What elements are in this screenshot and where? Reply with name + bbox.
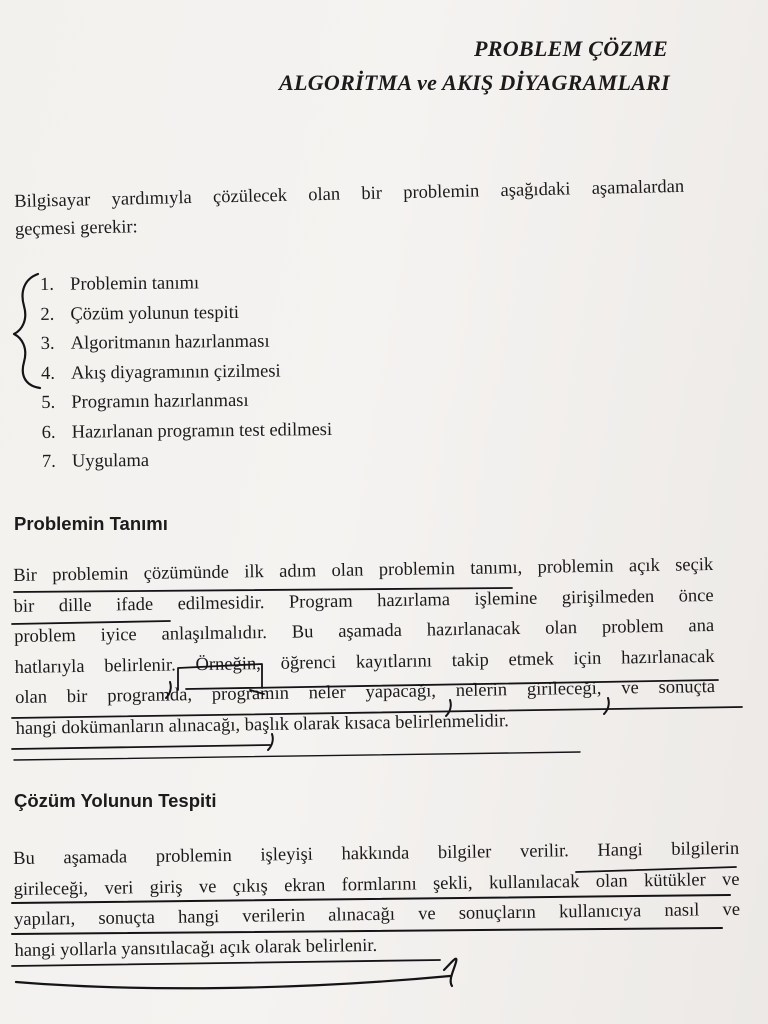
step-item [42, 419, 333, 452]
step-item [40, 272, 331, 305]
underline-mark [14, 752, 580, 760]
step-text: Çözüm yolunun tespiti [70, 302, 240, 325]
problem-definition-paragraph [13, 550, 716, 744]
step-number: 5. [41, 392, 56, 413]
intro-line: geçmesi gerekir: [14, 217, 138, 240]
step-number: 3. [40, 333, 55, 354]
document-title-line-1: PROBLEM ÇÖZME [474, 36, 668, 61]
paragraph-line: Bu aşamada problemin işleyişi hakkında bilgiler verilir. Hangi bilgilerin [13, 838, 740, 869]
step-item [42, 449, 333, 482]
paragraph-line: Bir problemin çözümünde ilk adım olan problemin tanımı, problemin açık seçik [13, 555, 714, 586]
step-item [41, 360, 332, 393]
underline-mark [16, 976, 450, 988]
paragraph-line: hangi yollarla yansıtılacağı açık olarak belirlenir. [14, 935, 378, 961]
steps-brace-mark [14, 274, 40, 388]
step-text: Uygulama [71, 450, 150, 472]
step-text: Akış diyagramının çizilmesi [70, 360, 281, 384]
step-number: 4. [40, 363, 56, 384]
step-number: 6. [41, 422, 56, 443]
steps-list [40, 272, 333, 482]
paragraph-line: bir dille ifade edilmesidir. Program hazırlama işlemine girişilmeden önce [13, 585, 714, 617]
intro-line: Bilgisayar yardımıyla çözülecek olan bir problemin aşağıdaki aşamalardan [14, 176, 685, 212]
solution-path-paragraph [13, 834, 741, 966]
step-number: 7. [41, 451, 56, 472]
step-number: 1. [40, 274, 55, 295]
step-text: Hazırlanan programın test edilmesi [71, 419, 333, 443]
paragraph-line: girileceği, veri giriş ve çıkış ekran formlarını şekli, kullanılacak olan kütükler ve [13, 869, 740, 900]
step-item [41, 331, 332, 364]
section-heading-problem-definition: Problemin Tanımı [14, 513, 168, 534]
paragraph-line: olan bir programda, programın neler yapacağı, nelerin girileceği, ve sonuçta [14, 676, 716, 708]
step-text: Algoritmanın hazırlanması [70, 331, 270, 354]
step-item [41, 390, 332, 423]
step-text: Problemin tanımı [69, 273, 200, 295]
intro-paragraph [14, 173, 685, 244]
underline-mark [12, 745, 270, 749]
section-heading-solution-path: Çözüm Yolunun Tespiti [14, 790, 217, 811]
paragraph-line: hatlarıyla belirlenir. Örneğin, öğrenci kayıtlarını takip etmek için hazırlanacak [14, 646, 715, 678]
step-item [40, 301, 331, 334]
step-text: Programın hazırlanması [71, 390, 249, 413]
step-number: 2. [40, 304, 55, 325]
document-title-line-2: ALGORİTMA ve AKIŞ DİYAGRAMLARI [278, 70, 670, 95]
pen-flourish-mark [444, 959, 456, 986]
paragraph-line: hangi dokümanların alınacağı, başlık olarak kısaca belirlenmelidir. [15, 710, 509, 739]
paragraph-line: problem iyice anlaşılmalıdır. Bu aşamada hazırlanacak olan problem ana [14, 615, 715, 647]
paragraph-line: yapıları, sonuçta hangi verilerin alınacağı ve sonuçların kullanıcıya nasıl ve [13, 899, 741, 930]
